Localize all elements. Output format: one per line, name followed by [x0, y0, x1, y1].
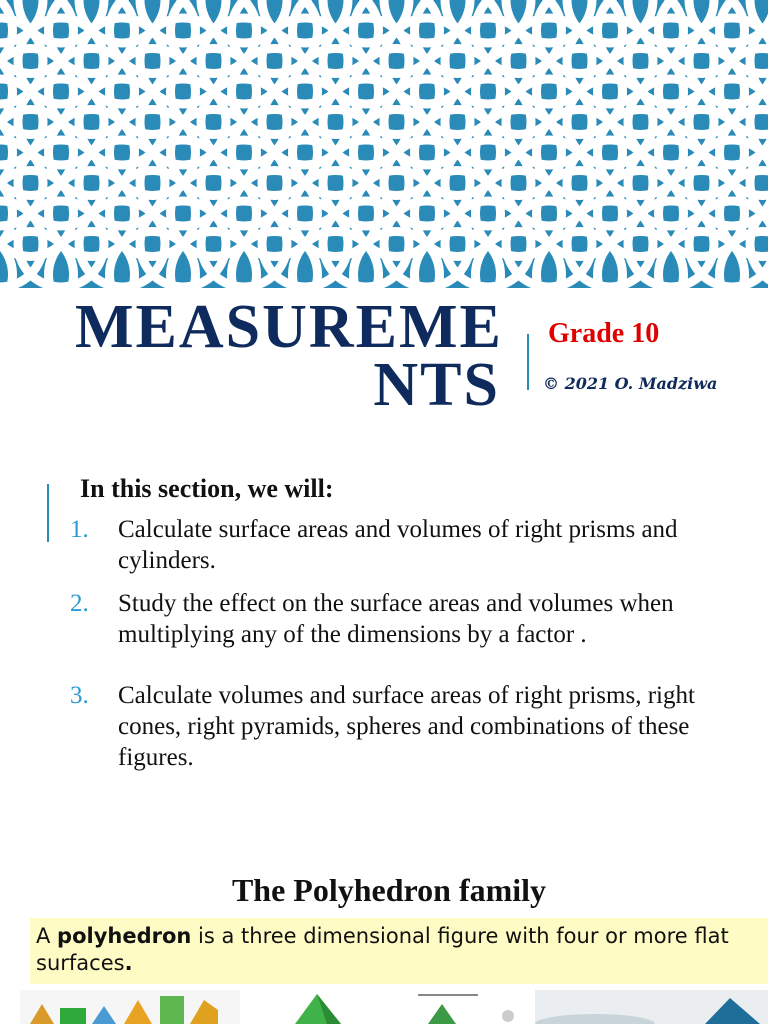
list-item: [70, 588, 750, 650]
title-line-2: NTS: [373, 351, 500, 419]
polyhedron-images-strip: [0, 990, 768, 1024]
slide-title: [0, 292, 520, 422]
polyhedron-heading: The Polyhedron family: [231, 872, 547, 908]
polyhedra-types-image: [408, 990, 528, 1024]
definition-body: is a three dimensional figure with four or more flat surfaces: [36, 924, 729, 975]
polyhedron-definition: [30, 918, 768, 984]
circle-lattice-pattern: [0, 0, 768, 288]
3d-shape-photo: [535, 990, 768, 1024]
section-accent-bar: [47, 484, 49, 542]
list-text: Study the effect on the surface areas and volumes when multiplying any of the dimensions by a factor .: [118, 590, 674, 648]
definition-period: .: [124, 951, 133, 975]
definition-prefix: A: [36, 924, 58, 948]
list-number: 2.: [70, 590, 89, 617]
list-number: 1.: [70, 516, 89, 543]
title-divider: [527, 334, 529, 390]
definition-term: polyhedron: [57, 924, 192, 948]
list-item: [70, 680, 750, 773]
copyright-text: © 2021 O. Madziwa: [543, 374, 718, 393]
list-text: Calculate surface areas and volumes of right prisms and cylinders.: [118, 516, 678, 574]
list-text: Calculate volumes and surface areas of right prisms, right cones, right pyramids, spheres and combinations of these figures.: [118, 682, 695, 771]
list-item: [70, 514, 750, 576]
decorative-banner: [0, 0, 768, 288]
grade-label: Grade 10: [548, 318, 660, 349]
polyhedra-shapes-image: [20, 990, 240, 1024]
section-intro: In this section, we will:: [80, 474, 334, 503]
objectives-list: [70, 514, 750, 785]
list-number: 3.: [70, 682, 89, 709]
title-line-1: MEASUREME: [75, 293, 503, 361]
pyramid-image: [265, 990, 375, 1024]
